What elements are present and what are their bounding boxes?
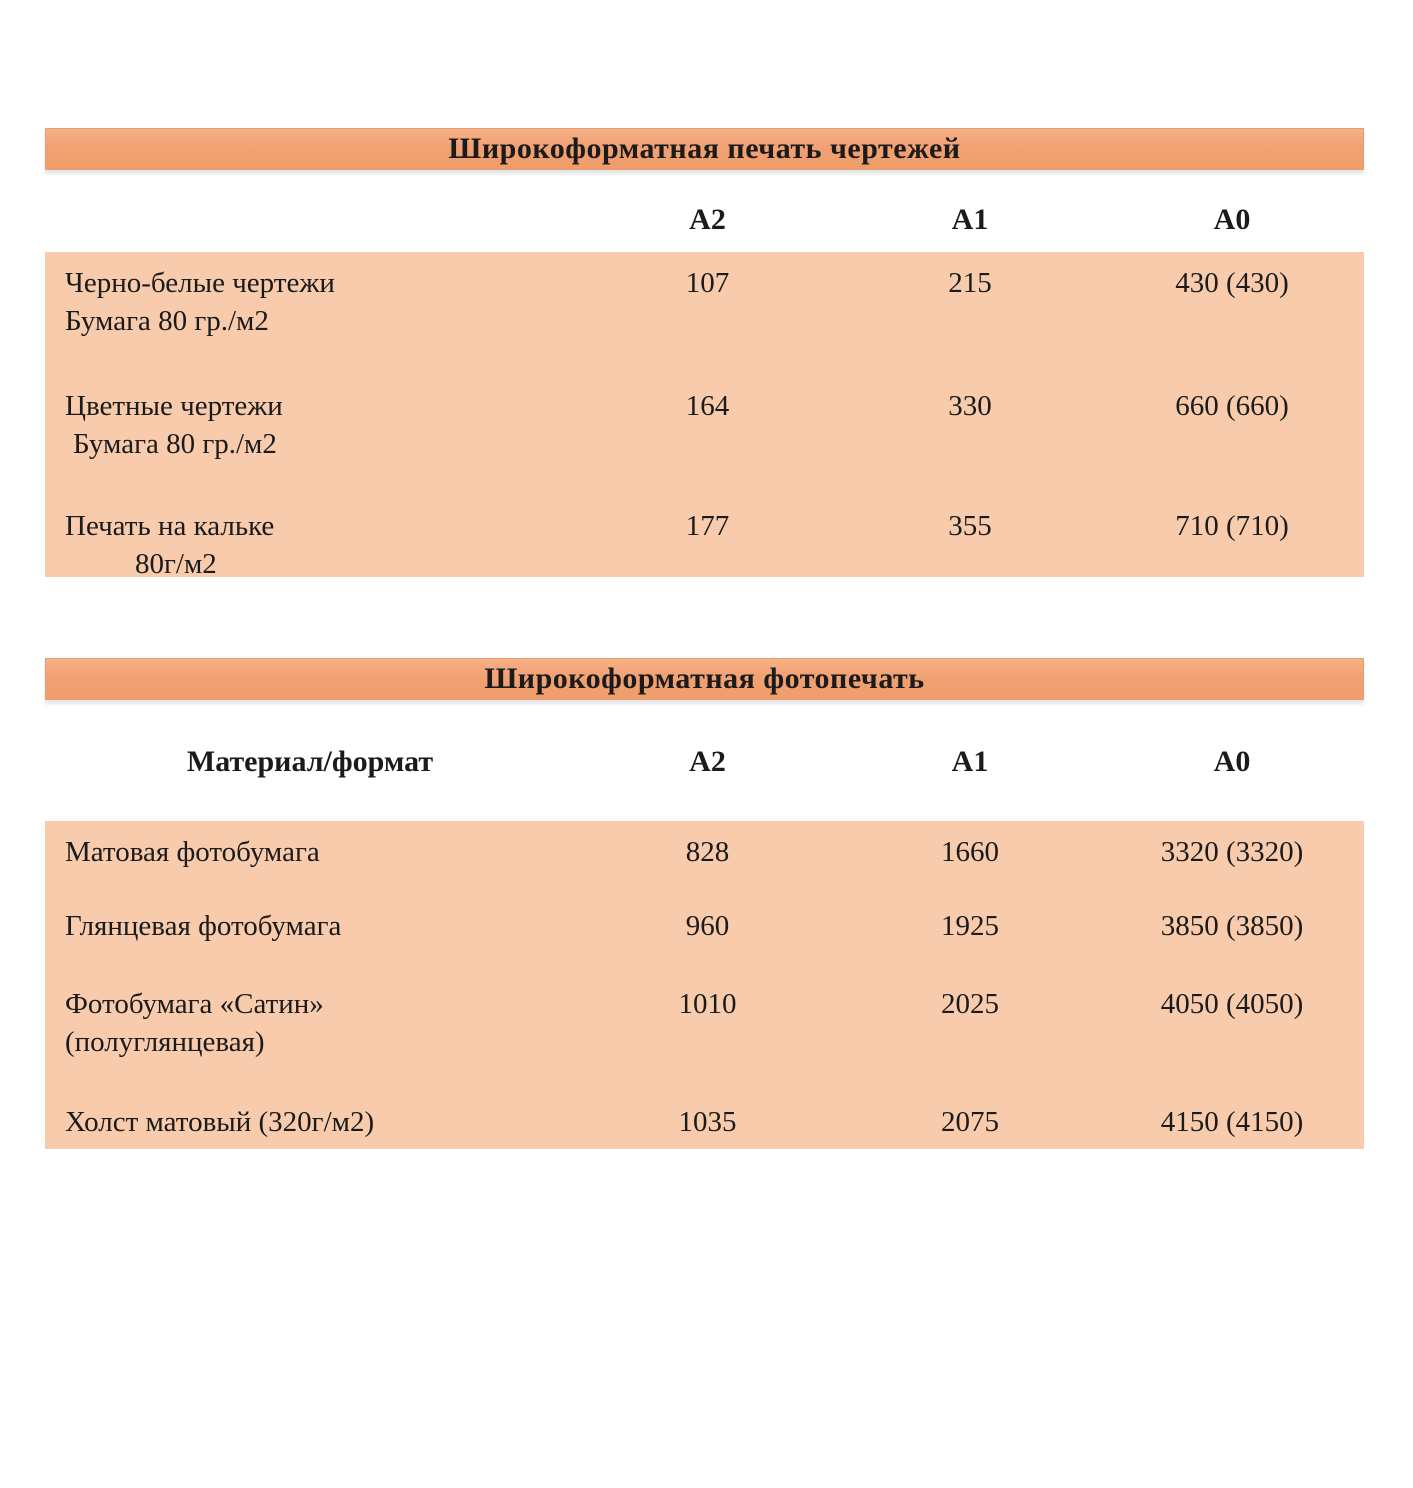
row-label-line1: Цветные чертежи bbox=[65, 390, 283, 422]
table-row-color-drawings bbox=[45, 387, 1364, 507]
row-label-line2: Бумага 80 гр./м2 bbox=[65, 305, 269, 337]
row-label-line2: 80г/м2 bbox=[135, 548, 217, 580]
table-row-glossy-photo-paper bbox=[45, 907, 1364, 985]
table-row-satin-photo-paper bbox=[45, 985, 1364, 1103]
row-label-line1: Черно-белые чертежи bbox=[65, 267, 335, 299]
price-cell-a1: 215 bbox=[948, 267, 992, 299]
price-cell-a2: 960 bbox=[685, 910, 730, 942]
drawings-column-header-a2: А2 bbox=[689, 203, 726, 236]
photo-column-header-a2: А2 bbox=[689, 745, 726, 778]
photo-table-title: Широкоформатная фотопечать bbox=[484, 662, 925, 695]
price-cell-a2: 107 bbox=[685, 267, 730, 299]
price-cell-a2: 177 bbox=[685, 510, 730, 542]
row-label-line2: Бумага 80 гр./м2 bbox=[73, 428, 277, 460]
price-cell-a1: 1660 bbox=[941, 836, 999, 868]
drawings-table-header-row bbox=[45, 200, 1364, 240]
table-row-matte-photo-paper bbox=[45, 833, 1364, 907]
row-label bbox=[45, 907, 575, 985]
drawings-table-body bbox=[45, 252, 1364, 580]
price-cell-a1: 355 bbox=[948, 510, 992, 542]
drawings-column-header-a1: А1 bbox=[951, 203, 989, 236]
row-label-line1: Матовая фотобумага bbox=[65, 836, 320, 868]
drawings-column-header-a0: А0 bbox=[1213, 203, 1251, 236]
price-cell-a0: 4150 (4150) bbox=[1160, 1106, 1304, 1138]
price-cell-a2: 1010 bbox=[678, 988, 737, 1020]
row-label bbox=[45, 1103, 575, 1149]
row-label-line1: Печать на кальке bbox=[65, 510, 275, 542]
table-row-matte-canvas bbox=[45, 1103, 1364, 1149]
price-cell-a0: 4050 (4050) bbox=[1160, 988, 1304, 1020]
price-cell-a0: 710 (710) bbox=[1175, 510, 1289, 542]
drawings-table-banner bbox=[45, 128, 1364, 170]
price-cell-a0: 430 (430) bbox=[1175, 267, 1289, 299]
row-label-line1: Фотобумага «Сатин» bbox=[65, 988, 324, 1020]
row-label bbox=[45, 264, 575, 387]
row-label-line1: Холст матовый (320г/м2) bbox=[65, 1106, 375, 1138]
photo-table-banner bbox=[45, 658, 1364, 700]
price-cell-a0: 660 (660) bbox=[1175, 390, 1289, 422]
price-cell-a0: 3850 (3850) bbox=[1160, 910, 1304, 942]
row-label-line1: Глянцевая фотобумага bbox=[65, 910, 342, 942]
price-cell-a2: 828 bbox=[685, 836, 730, 868]
price-cell-a1: 330 bbox=[948, 390, 992, 422]
price-cell-a1: 2025 bbox=[941, 988, 999, 1020]
photo-table-header-row bbox=[45, 742, 1364, 782]
price-cell-a2: 164 bbox=[685, 390, 730, 422]
drawings-table-title: Широкоформатная печать чертежей bbox=[448, 132, 961, 165]
photo-table-body bbox=[45, 821, 1364, 1149]
table-row-tracing-paper bbox=[45, 507, 1364, 580]
photo-print-table bbox=[45, 658, 1364, 1149]
row-label bbox=[45, 833, 575, 907]
table-row-bw-drawings bbox=[45, 264, 1364, 387]
price-sheet bbox=[0, 128, 1413, 1488]
photo-column-header-a0: А0 bbox=[1213, 745, 1251, 778]
row-label bbox=[45, 387, 575, 507]
row-label-line2: (полуглянцевая) bbox=[65, 1026, 265, 1058]
photo-column-header-a1: А1 bbox=[951, 745, 989, 778]
drawings-print-table bbox=[45, 128, 1364, 580]
price-cell-a0: 3320 (3320) bbox=[1160, 836, 1304, 868]
row-label bbox=[45, 985, 575, 1103]
row-label bbox=[45, 507, 575, 583]
price-cell-a1: 1925 bbox=[941, 910, 999, 942]
price-cell-a1: 2075 bbox=[941, 1106, 999, 1138]
price-cell-a2: 1035 bbox=[678, 1106, 737, 1138]
photo-material-format-header: Материал/формат bbox=[186, 745, 434, 778]
